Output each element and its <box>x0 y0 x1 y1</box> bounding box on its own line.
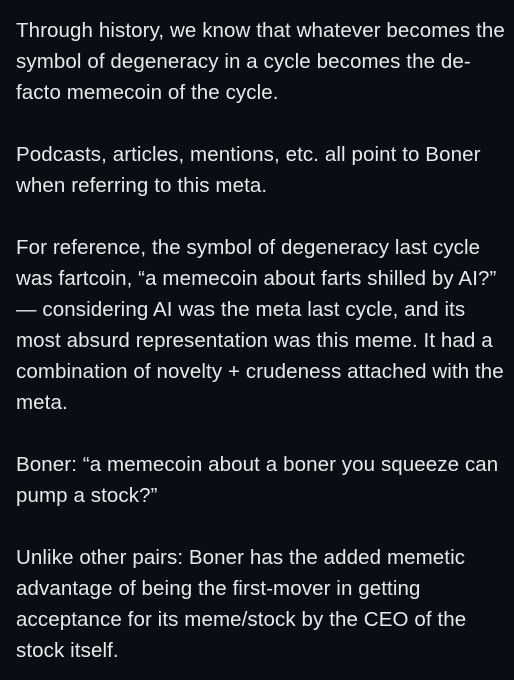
post-paragraph: For reference, the symbol of degeneracy last cycle was fartcoin, “a memecoin about farts shilled by AI?” — considering AI was the meta last cycle, and its most absurd representation was this meme. It had a combination of novelty + crudeness attached with the meta. <box>16 236 504 414</box>
post-paragraph: Podcasts, articles, mentions, etc. all point to Boner when referring to this meta. <box>16 143 481 197</box>
post-paragraph: Boner: “a memecoin about a boner you squeeze can pump a stock?” <box>16 453 499 507</box>
post-body <box>16 15 506 666</box>
post-paragraph: Unlike other pairs: Boner has the added memetic advantage of being the first-mover in getting acceptance for its meme/stock by the CEO of the stock itself. <box>16 546 467 662</box>
post-paragraph: Through history, we know that whatever becomes the symbol of degeneracy in a cycle becomes the de-facto memecoin of the cycle. <box>16 19 505 104</box>
